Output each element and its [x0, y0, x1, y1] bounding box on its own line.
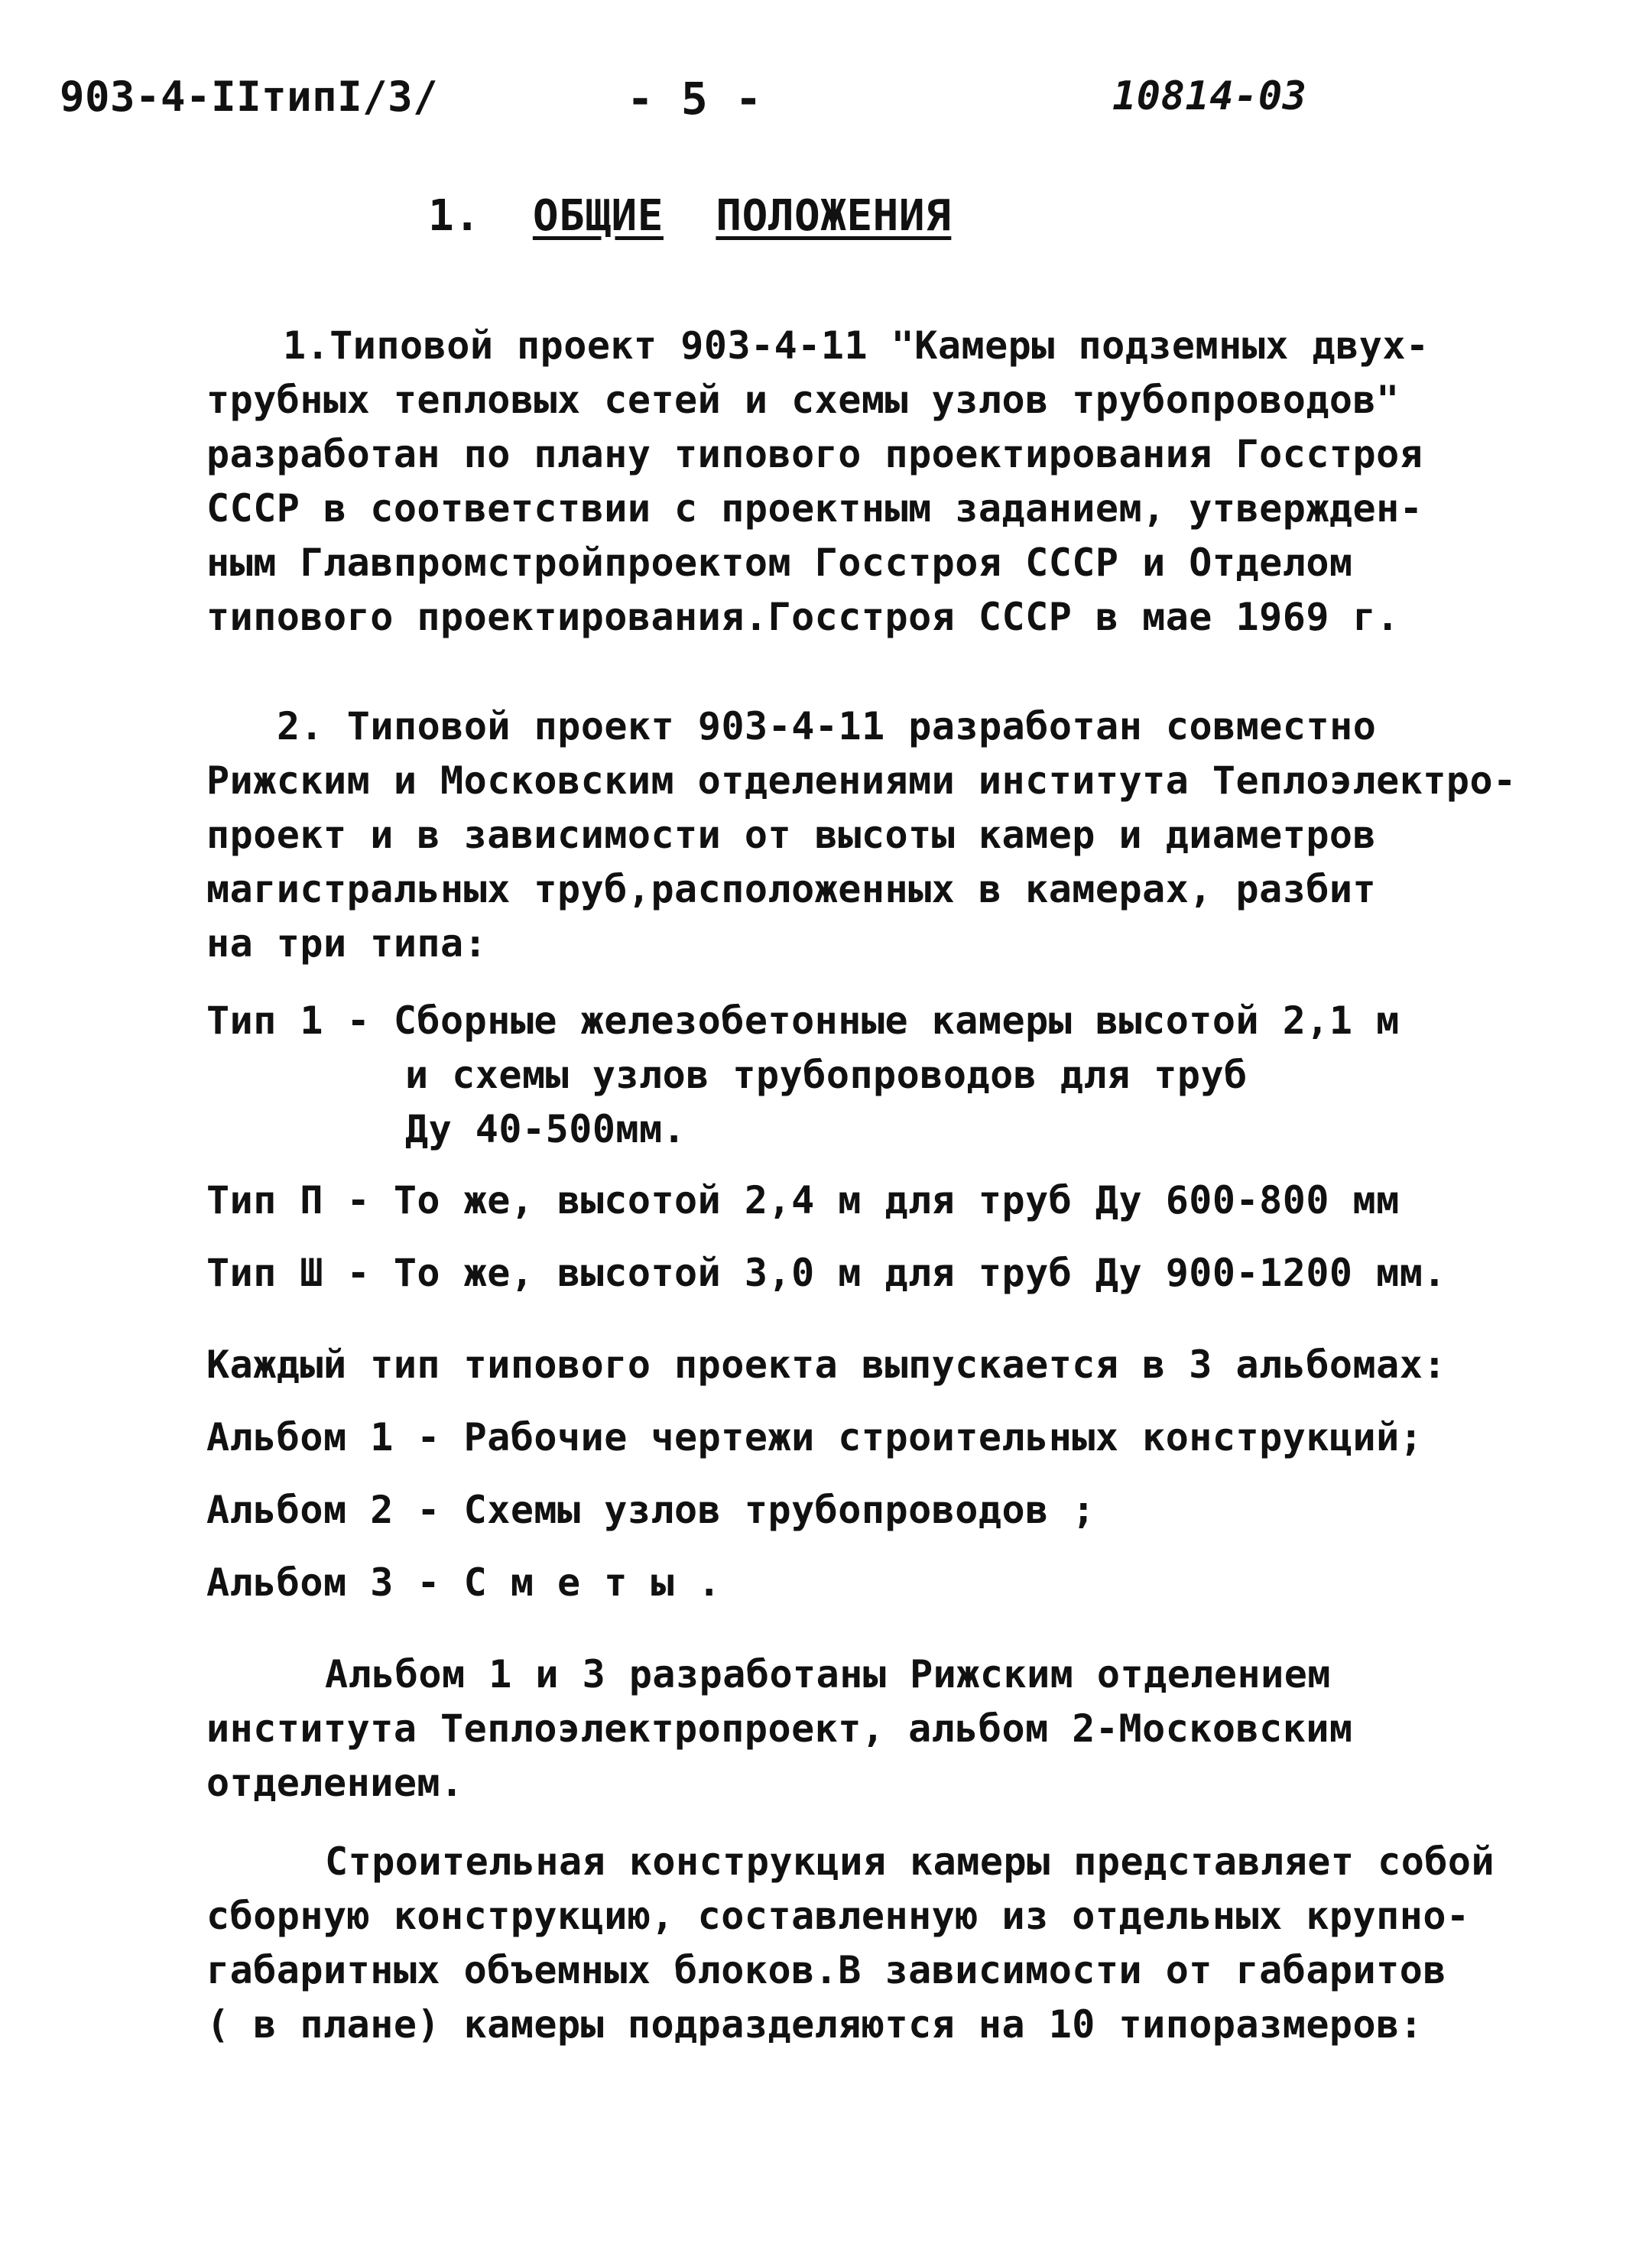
section-number: 1.	[428, 191, 481, 241]
text-line: отделением.	[206, 1761, 464, 1805]
text-line: Тип 1 - Сборные железобетонные камеры высотой 2,1 м	[206, 998, 1400, 1043]
text-line: габаритных объемных блоков.В зависимости от габаритов	[206, 1948, 1446, 1992]
page-number: - 5 -	[627, 73, 763, 125]
text-line: института Теплоэлектропроект, альбом 2-Московским	[206, 1706, 1353, 1751]
text-line: ным Главпромстройпроектом Госстроя СССР и Отделом	[206, 541, 1353, 585]
text-line: и схемы узлов трубопроводов для труб	[405, 1053, 1248, 1097]
text-line: Рижским и Московским отделениями института Теплоэлектро-	[206, 758, 1517, 803]
text-line: Каждый тип типового проекта выпускается в 3 альбомах:	[206, 1343, 1446, 1387]
text-line: 1.Типовой проект 903-4-11 "Камеры подземных двух-	[283, 323, 1430, 368]
section-title-word-1: ОБЩИЕ	[532, 191, 664, 241]
text-line: Альбом 2 - Схемы узлов трубопроводов ;	[206, 1488, 1095, 1532]
section-title	[428, 191, 952, 241]
text-line: Альбом 1 и 3 разработаны Рижским отделением	[325, 1652, 1331, 1696]
text-line: магистральных труб,расположенных в камерах, разбит	[206, 867, 1377, 911]
text-line: Альбом 1 - Рабочие чертежи строительных конструкций;	[206, 1415, 1423, 1459]
text-line: Альбом 3 - С м е т ы .	[206, 1560, 722, 1605]
text-line: СССР в соответствии с проектным заданием, утвержден-	[206, 486, 1423, 531]
text-line: проект и в зависимости от высоты камер и диаметров	[206, 813, 1377, 857]
text-line: сборную конструкцию, составленную из отдельных крупно-	[206, 1894, 1470, 1938]
text-line: разработан по плану типового проектирования Госстроя	[206, 432, 1423, 476]
text-line: Тип Ш - То же, высотой 3,0 м для труб Ду 900-1200 мм.	[206, 1251, 1446, 1295]
inventory-number: 10814-03	[1112, 73, 1307, 119]
text-line: Тип П - То же, высотой 2,4 м для труб Ду 600-800 мм	[206, 1178, 1400, 1222]
text-line: Строительная конструкция камеры представляет собой	[325, 1839, 1495, 1884]
text-line: ( в плане) камеры подразделяются на 10 типоразмеров:	[206, 2002, 1423, 2047]
text-line: типового проектирования.Госстроя СССР в мае 1969 г.	[206, 595, 1400, 639]
text-line: 2. Типовой проект 903-4-11 разработан совместно	[277, 704, 1377, 748]
text-line: Ду 40-500мм.	[405, 1107, 686, 1151]
document-code: 903-4-IIтипI/3/	[60, 73, 439, 121]
section-title-word-2: ПОЛОЖЕНИЯ	[716, 191, 952, 241]
text-line: на три типа:	[206, 921, 488, 966]
text-line: трубных тепловых сетей и схемы узлов трубопроводов"	[206, 378, 1400, 422]
